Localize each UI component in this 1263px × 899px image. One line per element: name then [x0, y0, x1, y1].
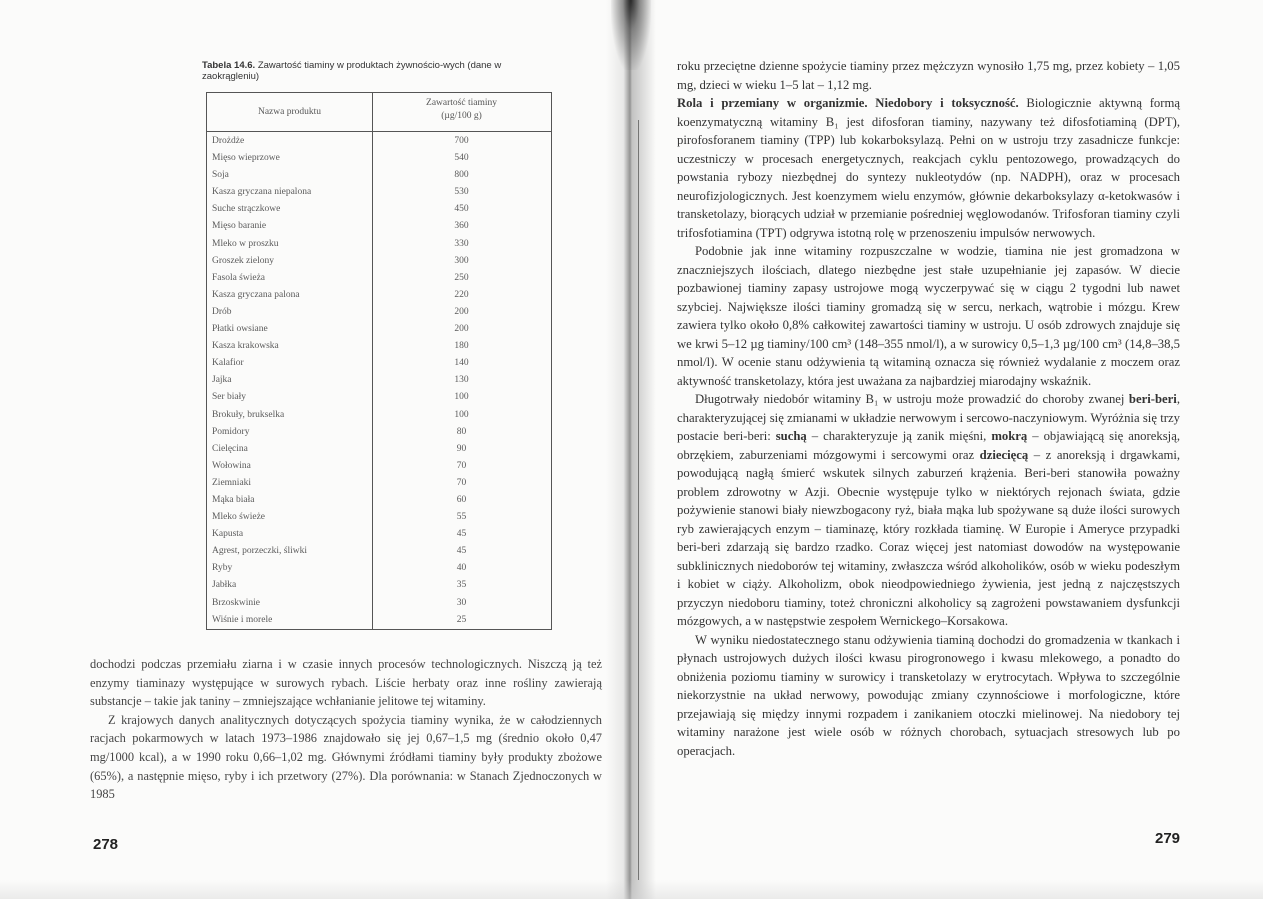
product-name: Mąka biała: [212, 494, 255, 505]
thiamine-value: 70: [456, 477, 467, 488]
product-name: Wołowina: [212, 460, 251, 471]
thiamine-value: 70: [456, 460, 467, 471]
column-header-product: Nazwa produktu: [257, 107, 322, 117]
table-row: [207, 338, 551, 355]
product-name: Kasza krakowska: [212, 341, 279, 352]
product-name: Suche strączkowe: [212, 204, 281, 215]
thiamine-value: 80: [456, 426, 467, 437]
product-name: Soja: [212, 170, 229, 181]
thiamine-value: 450: [454, 204, 469, 215]
page-number-right: 279: [1155, 830, 1181, 847]
table-row: [207, 304, 551, 321]
table-row: [207, 560, 551, 577]
term-beri-beri: beri-beri: [1128, 392, 1177, 406]
product-name: Ziemniaki: [212, 477, 252, 488]
product-name: Wiśnie i morele: [212, 614, 273, 625]
section-body: Biologicznie aktywną formą koenzymatyczną witaminy B₁ jest difosforan tiaminy, nazywany też difosfotiaminą (DPT), pirofosforanem tiaminy (TPP) lub kokarboksylazą. Pełni on w ustroju trzy zasadnicze funkcje: uczestniczy w procesach energetycznych, reakcjach cyklu pentozowego, prowadzących do powstania rybozy niezbędnej do syntezy nukleotydów (np. NADPH), oraz w procesach neurofizjologicznych. Jest koenzymem wielu enzymów, głównie dekarboksylazy α-ketokwasów i transketolazy, biorących udział w przemianie pośredniej węglowodanów. Trifosforan tiaminy czyli trifosfotiamina (TPT) odgrywa istotną rolę w przenoszeniu impulsów nerwowych.: [677, 96, 1180, 240]
table-caption-text: Zawartość tiaminy w produktach żywnościo-wych (dane w zaokrągleniu): [202, 60, 502, 82]
right-paragraph-5: W wyniku niedostatecznego stanu odżywienia tiaminą dochodzi do gromadzenia w tkankach i płynach ustrojowych dużych ilości kwasu pirogronowego i kwasu mlekowego, a ponadto do obniżenia poziomu tiaminy w surowicy i transketolazy w erytrocytach. Wpływa to szczególnie niekorzystnie na układ nerwowy, powodując zmiany czynnościowe i morfologiczne, które przejawiają się między innymi rozpadem i zanikaniem otoczki mielinowej. Na niedobory tej witaminy narażone jest wiele osób w różnych chorobach, sytuacjach stresowych lub po operacjach.: [677, 632, 1180, 758]
thiamine-value: 800: [454, 170, 469, 181]
page-number-left: 278: [93, 836, 119, 853]
thiamine-value: 530: [454, 187, 469, 198]
right-paragraph-1: roku przeciętne dzienne spożycie tiaminy przez mężczyzn wynosiło 1,75 mg, przez kobiety – 1,05 mg, dzieci w wieku 1–5 lat – 1,12 mg.: [677, 59, 1180, 92]
column-header-content-unit: (µg/100 g): [441, 111, 482, 121]
product-name: Fasola świeża: [212, 272, 266, 283]
left-paragraph-2: Z krajowych danych analitycznych dotyczących spożycia tiaminy wynika, że w całodziennych racjach pokarmowych w latach 1973–1986 znajdowało się jej 0,67–1,5 mg (średnio około 0,47 mg/1000 kcal), a w 1990 roku 0,66–1,02 mg. Głównymi źródłami tiaminy były produkty zbożowe (65%), a następnie mięso, ryby i ich przetwory (27%). Dla porównania: w Stanach Zjednoczonych w 1985: [90, 712, 602, 802]
thiamine-value: 300: [454, 255, 469, 266]
product-name: Agrest, porzeczki, śliwki: [212, 546, 307, 557]
table-row: [207, 475, 551, 492]
thiamine-value: 330: [454, 238, 469, 249]
term-dry: suchą: [775, 429, 807, 443]
product-name: Cielęcina: [212, 443, 248, 454]
product-name: Kasza gryczana niepalona: [212, 187, 312, 198]
right-paragraph-4: [677, 390, 1180, 631]
table-row: [207, 372, 551, 389]
thiamine-value: 130: [454, 375, 469, 386]
product-name: Jajka: [212, 375, 232, 386]
product-name: Mleko świeże: [212, 512, 266, 523]
table-row: [207, 577, 551, 594]
table-row: [207, 612, 551, 629]
table-row: [207, 509, 551, 526]
product-name: Groszek zielony: [212, 255, 274, 266]
table-row: [207, 407, 551, 424]
column-header-content: [372, 97, 551, 123]
product-name: Ryby: [212, 563, 233, 574]
thiamine-value: 45: [456, 546, 467, 557]
book-gutter: [606, 0, 656, 899]
para4-part-c: – charakteryzuje ją zanik mięśni,: [811, 429, 987, 443]
product-name: Drożdże: [212, 136, 245, 146]
table-header: [207, 93, 551, 132]
product-name: Brokuły, brukselka: [212, 409, 285, 420]
thiamine-value: 45: [456, 529, 467, 540]
table-row: [207, 253, 551, 270]
product-name: Drób: [212, 306, 232, 317]
column-header-content-title: Zawartość tiaminy: [426, 98, 497, 108]
left-body-text: [90, 655, 602, 804]
term-wet: mokrą: [991, 429, 1028, 443]
thiamine-value: 220: [454, 289, 469, 300]
thiamine-value: 40: [456, 563, 467, 574]
right-paragraph-2: [677, 94, 1180, 242]
table-row: [207, 270, 551, 287]
section-heading: Rola i przemiany w organizmie. Niedobory i toksyczność.: [677, 96, 1019, 110]
thiamine-value: 140: [454, 358, 469, 369]
page-bottom-edge: [0, 880, 1263, 899]
product-name: Kasza gryczana palona: [212, 289, 300, 300]
thiamine-value: 55: [456, 512, 467, 523]
table-caption: [202, 60, 522, 82]
table-row: [207, 201, 551, 218]
table-row: [207, 218, 551, 235]
thiamine-table: [206, 92, 552, 630]
product-name: Pomidory: [212, 426, 250, 437]
table-row: [207, 133, 551, 150]
table-row: [207, 543, 551, 560]
product-name: Mięso baranie: [212, 221, 267, 232]
thiamine-value: 200: [454, 306, 469, 317]
left-paragraph-1: dochodzi podczas przemiału ziarna i w czasie innych procesów technologicznych. Niszczą ją też enzymy tiaminazy występujące w surowych rybach. Liście herbaty oraz inne rośliny zawierają substancje – takie jak taniny – zmniejszające wchłanianie jelitowe tej witaminy.: [90, 657, 602, 709]
table-row: [207, 321, 551, 338]
table-row: [207, 389, 551, 406]
table-row: [207, 150, 551, 167]
thiamine-value: 30: [456, 597, 467, 608]
product-name: Mięso wieprzowe: [212, 153, 280, 164]
thiamine-value: 360: [454, 221, 469, 232]
table-body: [207, 133, 551, 629]
thiamine-value: 35: [456, 580, 467, 591]
table-row: [207, 355, 551, 372]
thiamine-value: 90: [456, 443, 467, 454]
product-name: Kapusta: [212, 529, 244, 540]
thiamine-value: 200: [454, 324, 469, 335]
binding-shadow: [611, 0, 651, 70]
table-row: [207, 287, 551, 304]
table-row: [207, 595, 551, 612]
product-name: Kalafior: [212, 358, 244, 369]
table-row: [207, 492, 551, 509]
product-name: Mleko w proszku: [212, 238, 279, 249]
table-row: [207, 184, 551, 201]
thiamine-value: 100: [454, 409, 469, 420]
table-row: [207, 236, 551, 253]
table-row: [207, 458, 551, 475]
product-name: Płatki owsiane: [212, 324, 268, 335]
left-page: [60, 0, 605, 899]
para4-part-e: – z anoreksją i drgawkami, powodującą nagłą śmierć wskutek silnych zaburzeń krążenia. Beri-beri stanowiła poważny problem zdrowotny w Azji. Obecnie występuje tylko w niektórych rejonach świata, gdzie pożywienie stanowi biały niewzbogacony ryż, biała mąka lub spożywane są duże ilości surowych ryb zawierających enzym – tiaminazę, który rozkłada tiaminę. W Europie i Ameryce przypadki beri-beri zdarzają się bardzo rzadko. Coraz więcej jest natomiast dowodów na występowanie subklinicznych niedoborów tej witaminy, zwłaszcza wśród alkoholików, osób w wieku podeszłym i kobiet w ciąży. Alkoholizm, obok nieodpowiedniego żywienia, jest jedną z najczęstszych przyczyn niedoboru tiaminy, toteż chroniczni alkoholicy są zagrożeni powstawaniem dysfunkcji mózgowych, a w następstwie zespołem Wernickego–Korsakowa.: [677, 447, 1181, 628]
product-name: Brzoskwinie: [212, 597, 261, 608]
table-row: [207, 424, 551, 441]
page-fold-line: [638, 120, 639, 880]
para4-part-b: , charakteryzującej się zmianami w układzie nerwowym i sercowo-naczyniowym. Wyróżnia się trzy postacie beri-beri:: [677, 392, 1180, 443]
para4-part-d: – objawiającą się anoreksją, obrzękiem, zaburzeniami mózgowymi i sercowymi oraz: [677, 429, 1180, 462]
para4-part-a: Długotrwały niedobór witaminy B₁ w ustroju może prowadzić do choroby zwanej: [695, 392, 1125, 406]
right-paragraph-3: Podobnie jak inne witaminy rozpuszczalne w wodzie, tiamina nie jest gromadzona w znaczniejszych ilościach, dlatego niezbędne jest stałe uzupełnianie jej zapasów. W diecie pozbawionej tiaminy zapasy ustrojowe mogą wyczerpywać się w ciągu 2 tygodni lub nawet szybciej. Największe ilości tiaminy gromadzą się w sercu, nerkach, wątrobie i mózgu. Krew zawiera tylko około 0,8% całkowitej zawartości tiaminy w ustroju. U osób zdrowych znajduje się we krwi 5–12 µg tiaminy/100 cm³ (148–355 nmol/l), a w surowicy 0,5–1,3 µg/100 cm³ (14,8–38,5 nmol/l). W ocenie stanu odżywienia tą witaminą oznacza się również wydalanie z moczem oraz aktywność transketolazy, która jest uważana za najbardziej miarodajny wskaźnik.: [677, 244, 1180, 388]
thiamine-value: 540: [454, 153, 469, 164]
table-caption-label: Tabela 14.6.: [202, 60, 256, 71]
term-infantile: dziecięcą: [979, 447, 1029, 462]
table-row: [207, 526, 551, 543]
table-row: [207, 167, 551, 184]
product-name: Jabłka: [212, 580, 237, 591]
product-name: Ser biały: [212, 392, 247, 403]
thiamine-value: 250: [454, 272, 469, 283]
thiamine-value: 180: [454, 341, 469, 352]
table-row: [207, 441, 551, 458]
thiamine-value: 25: [456, 614, 467, 625]
thiamine-value: 60: [456, 494, 467, 505]
right-body-text: [677, 57, 1180, 760]
thiamine-value: 700: [454, 136, 469, 146]
thiamine-value: 100: [454, 392, 469, 403]
